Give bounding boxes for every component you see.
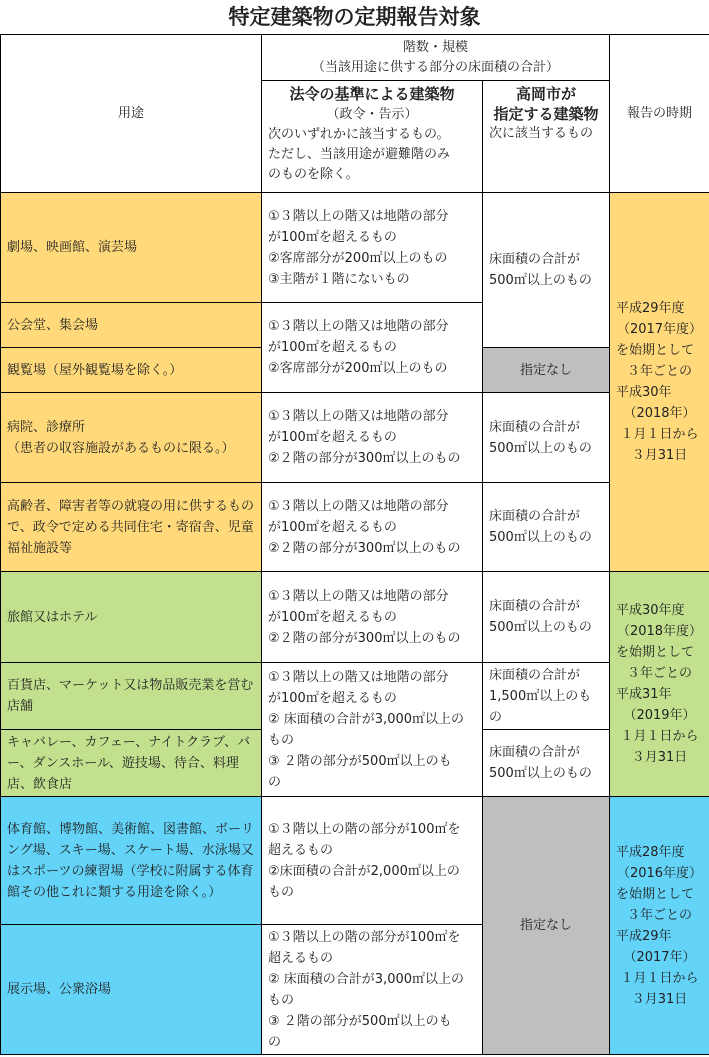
timing-line: ３月31日 [631, 750, 688, 765]
use-theater: 劇場、映画館、演芸場 [1, 193, 262, 303]
city-hotel [483, 572, 610, 663]
law-line: ①３階以上の階又は地階の部分 [268, 409, 449, 424]
timing-line: （2017年） [623, 949, 696, 965]
law-line: ①３階以上の階又は地階の部分 [268, 208, 449, 224]
law-line: ②客席部分が200㎡以上のもの [268, 250, 448, 266]
timing-line: ３月31日 [631, 991, 688, 1007]
law-line: が100㎡を超えるもの [268, 609, 397, 625]
header-timing: 報告の時期 [610, 35, 709, 193]
law-line: ②２階の部分が300㎡以上のもの [268, 451, 461, 466]
header-law-note3: のものを除く。 [268, 167, 359, 182]
timing-a [610, 193, 709, 572]
city-line: 床面積の合計が [489, 667, 581, 683]
law-hospital [262, 393, 483, 483]
law-line: ①３階以上の階の部分が100㎡を [268, 821, 461, 837]
use-hospital [1, 393, 262, 483]
city-dept [483, 663, 610, 730]
timing-line: （2018年） [623, 406, 696, 421]
city-line: 床面積の合計が [489, 745, 581, 760]
header-scale-line2: （当該用途に供する部分の床面積の合計） [312, 59, 560, 75]
header-law-note2: ただし、当該用途が避難階のみ [268, 147, 451, 162]
header-city-title2: 指定する建築物 [493, 105, 599, 123]
timing-line: １月１日から [620, 427, 699, 442]
city-elderly [483, 483, 610, 572]
city-line: 床面積の合計が [489, 599, 581, 614]
law-line: が100㎡を超えるもの [268, 340, 397, 355]
report-table [0, 34, 709, 1055]
use-exhibit: 展示場、公衆浴場 [1, 925, 262, 1055]
city-line: 500㎡以上のもの [489, 530, 592, 545]
city-line: 床面積の合計が [489, 252, 581, 267]
timing-line: 平成30年度 [616, 603, 685, 618]
law-line: ②２階の部分が300㎡以上のもの [268, 630, 461, 646]
timing-c [610, 797, 709, 1055]
timing-line: を始期として [616, 886, 695, 902]
law-line: 超えるもの [268, 842, 334, 858]
timing-line: （2018年度） [616, 624, 703, 639]
law-line: ③主階が１階にないもの [268, 271, 410, 287]
timing-line: 平成29年度 [616, 301, 685, 316]
law-line: 超えるもの [268, 950, 334, 966]
header-law-sub: （政令・告示） [326, 107, 418, 122]
city-line: 床面積の合計が [489, 509, 581, 524]
law-line: の [268, 774, 282, 790]
use-line: 病院、診療所 [7, 419, 86, 435]
timing-line: ３月31日 [631, 448, 688, 463]
law-hall [262, 303, 483, 393]
law-line: もの [268, 732, 295, 748]
law-line: が100㎡を超えるもの [268, 519, 397, 535]
timing-line: 平成31年 [616, 687, 672, 702]
city-line: 500㎡以上のもの [489, 766, 592, 781]
city-line: 床面積の合計が [489, 419, 581, 435]
city-line: 500㎡以上のもの [489, 273, 592, 288]
city-line: 500㎡以上のもの [489, 620, 592, 635]
city-hospital [483, 393, 610, 483]
law-line: ①３階以上の階又は地階の部分 [268, 588, 449, 604]
law-line: ①３階以上の階又は地階の部分 [268, 669, 449, 685]
timing-line: 平成30年 [616, 385, 672, 400]
use-viewing: 観覧場（屋外観覧場を除く。） [1, 348, 262, 393]
header-law-title: 法令の基準による建築物 [289, 85, 455, 103]
timing-line: を始期として [616, 645, 695, 660]
city-theater-hall [483, 193, 610, 348]
law-elderly [262, 483, 483, 572]
law-exhibit [262, 925, 483, 1055]
law-line: ②床面積の合計が2,000㎡以上の [268, 863, 460, 879]
law-line: もの [268, 884, 295, 900]
timing-line: １月１日から [620, 729, 699, 744]
timing-line: （2017年度） [616, 322, 703, 337]
use-cabaret: キャバレー、カフェー、ナイトクラブ、バー、ダンスホール、遊技場、待合、料理店、飲食店 [1, 730, 262, 797]
timing-b [610, 572, 709, 797]
timing-line: ３年ごとの [627, 364, 693, 379]
timing-line: （2019年） [623, 708, 696, 723]
law-gym [262, 797, 483, 925]
law-line: が100㎡を超えるもの [268, 430, 397, 445]
timing-line: 平成28年度 [616, 844, 685, 860]
timing-line: １月１日から [620, 970, 699, 986]
timing-line: 平成29年 [616, 928, 672, 944]
header-law-note1: 次のいずれかに該当するもの。 [268, 127, 450, 142]
city-viewing: 指定なし [483, 348, 610, 393]
law-line: ②客席部分が200㎡以上のもの [268, 361, 448, 376]
law-dept [262, 663, 483, 797]
law-line: が100㎡を超えるもの [268, 690, 397, 706]
timing-line: ３年ごとの [627, 907, 693, 923]
page-title: 特定建築物の定期報告対象 [228, 5, 481, 29]
city-cabaret [483, 730, 610, 797]
law-line: もの [268, 992, 295, 1008]
use-elderly: 高齢者、障害者等の就寝の用に供するもので、政令で定める共同住宅・寄宿舎、児童福祉施設等 [1, 483, 262, 572]
timing-line: ３年ごとの [627, 666, 693, 681]
law-line: ①３階以上の階の部分が100㎡を [268, 929, 461, 945]
header-law [262, 81, 483, 193]
header-city-title1: 高岡市が [516, 85, 577, 103]
header-use: 用途 [1, 35, 262, 193]
use-dept: 百貨店、マーケット又は物品販売業を営む店舗 [1, 663, 262, 730]
use-hotel: 旅館又はホテル [1, 572, 262, 663]
use-line: （患者の収容施設があるものに限る。） [7, 440, 235, 456]
law-line: の [268, 1034, 282, 1050]
law-line: ②２階の部分が300㎡以上のもの [268, 540, 461, 556]
law-line: ② 床面積の合計が3,000㎡以上の [268, 711, 465, 727]
header-city [483, 81, 610, 193]
law-line: ② 床面積の合計が3,000㎡以上の [268, 971, 465, 987]
city-line: 1,500㎡以上のも [489, 688, 592, 704]
law-hotel [262, 572, 483, 663]
law-line: ①３階以上の階又は地階の部分 [268, 319, 449, 334]
law-line: ③ ２階の部分が500㎡以上のも [268, 753, 452, 769]
use-hall: 公会堂、集会場 [1, 303, 262, 348]
law-line: ③ ２階の部分が500㎡以上のも [268, 1013, 452, 1029]
law-theater [262, 193, 483, 303]
header-scale [262, 35, 610, 81]
timing-line: （2016年度） [616, 865, 703, 881]
law-line: ①３階以上の階又は地階の部分 [268, 498, 449, 514]
law-line: が100㎡を超えるもの [268, 229, 397, 245]
header-scale-line1: 階数・規模 [403, 39, 469, 55]
city-line: 500㎡以上のもの [489, 440, 592, 456]
timing-line: を始期として [616, 343, 695, 358]
use-gym: 体育館、博物館、美術館、図書館、ボーリング場、スキー場、スケート場、水泳場又はスポーツの練習場（学校に附属する体育館その他これに類する用途を除く。） [1, 797, 262, 925]
city-line: の [489, 709, 503, 725]
header-city-note: 次に該当するもの [489, 126, 594, 141]
city-gym-exhibit: 指定なし [483, 797, 610, 1055]
